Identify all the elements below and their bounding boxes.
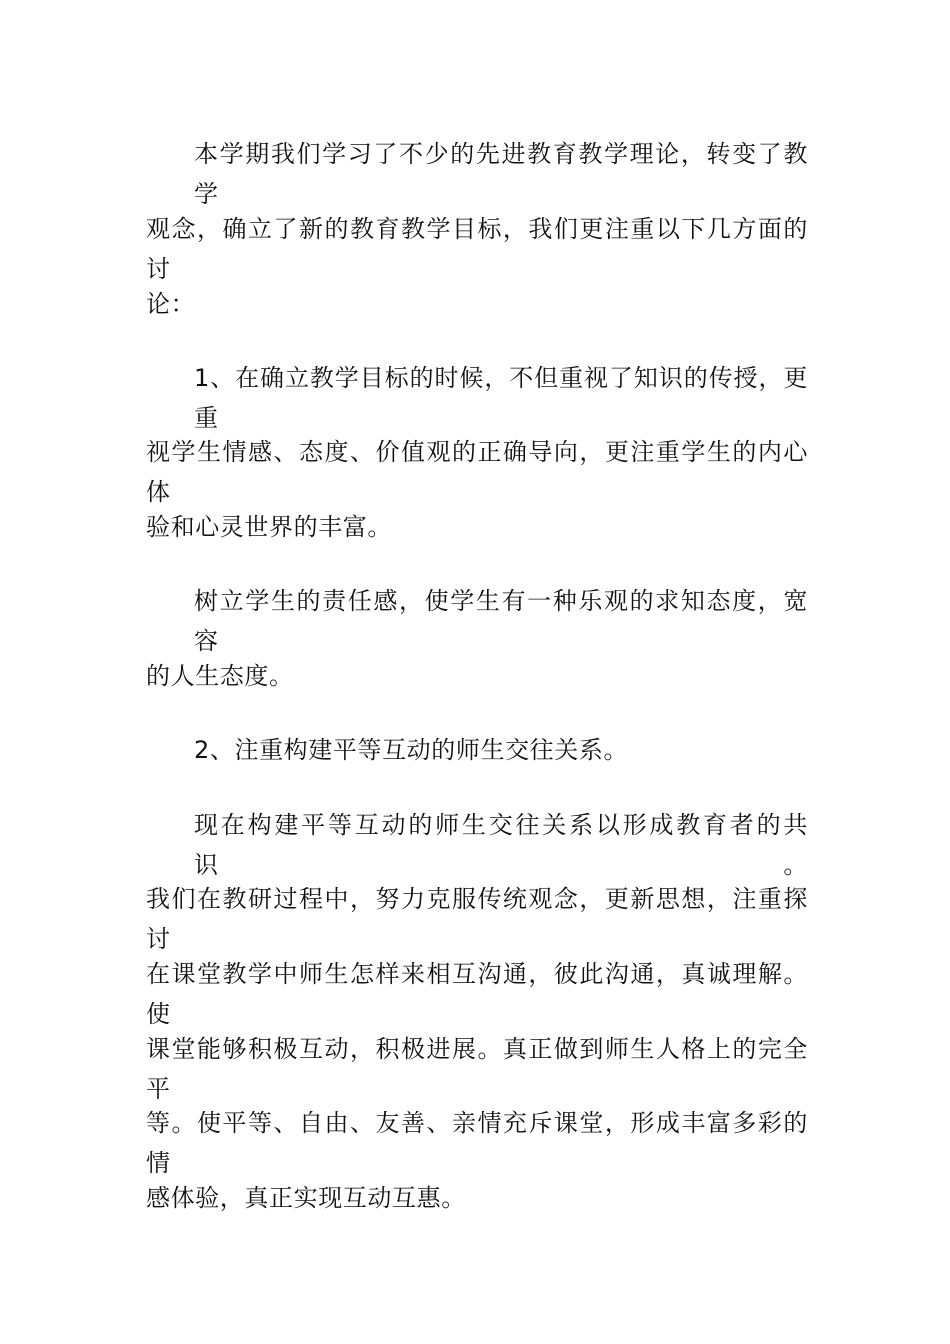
paragraph-5-line-3: 在课堂教学中师生怎样来相互沟通，彼此沟通，真诚理解。使 xyxy=(146,960,808,1028)
paragraph-3-line-2: 的人生态度。 xyxy=(146,662,294,690)
paragraph-2-line-3: 验和心灵世界的丰富。 xyxy=(146,513,392,541)
paragraph-5-line-5: 等。使平等、自由、友善、亲情充斥课堂，形成丰富多彩的情 xyxy=(146,1109,808,1177)
paragraph-1-line-3: 论： xyxy=(146,290,196,318)
paragraph-3-line-1: 树立学生的责任感，使学生有一种乐观的求知态度，宽容 xyxy=(194,587,808,655)
paragraph-1-line-1: 本学期我们学习了不少的先进教育教学理论，转变了教学 xyxy=(194,140,808,208)
paragraph-5-line-1: 现在构建平等互动的师生交往关系以形成教育者的共识。 xyxy=(194,811,808,879)
paragraph-5-line-2: 我们在教研过程中，努力克服传统观念，更新思想，注重探讨 xyxy=(146,885,808,953)
paragraph-5-line-4: 课堂能够积极互动，积极进展。真正做到师生人格上的完全平 xyxy=(146,1035,808,1103)
paragraph-4-heading: 2、注重构建平等互动的师生交往关系。 xyxy=(194,736,629,764)
paragraph-5-line-6: 感体验，真正实现互动互惠。 xyxy=(146,1184,466,1212)
paragraph-2-line-1: 1、在确立教学目标的时候，不但重视了知识的传授，更重 xyxy=(194,364,808,432)
paragraph-1-line-2: 观念，确立了新的教育教学目标，我们更注重以下几方面的讨 xyxy=(146,215,808,283)
paragraph-2-line-2: 视学生情感、态度、价值观的正确导向，更注重学生的内心体 xyxy=(146,438,808,506)
